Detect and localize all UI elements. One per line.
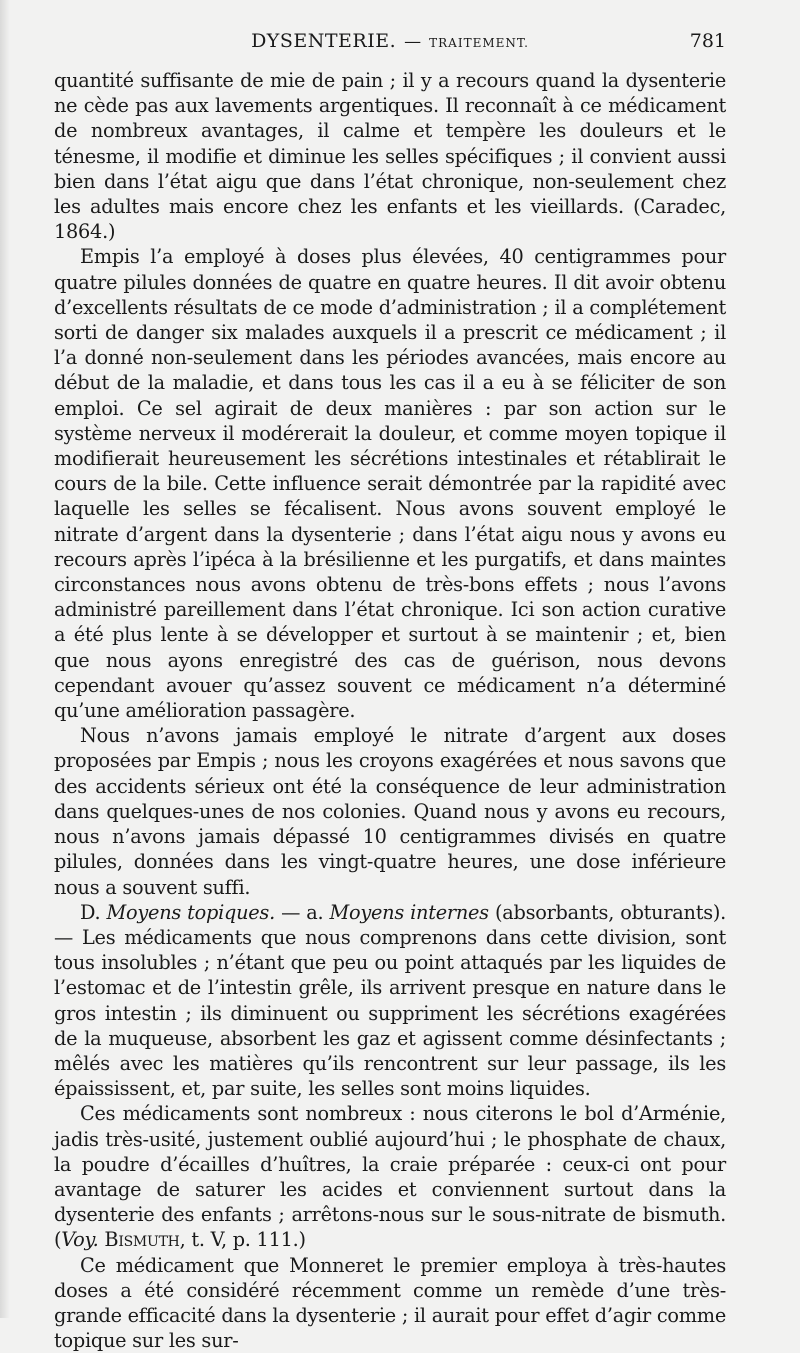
paragraph-6: Ce médicament que Monneret le premier employa à très-hautes doses a été considéré récemment comme un remède d’une très-grande efficacité dans la dysenterie ; il aurait pour effet d’agir comme topique sur les sur- xyxy=(54,1253,726,1353)
paragraph-5 xyxy=(54,1101,726,1252)
section-letter: D. xyxy=(80,900,107,924)
body-text xyxy=(54,68,726,1353)
subsection-letter: — a. xyxy=(274,900,330,924)
running-header xyxy=(54,30,726,60)
paragraph-4 xyxy=(54,900,726,1102)
section-title: Moyens topiques. xyxy=(106,900,275,924)
paragraph-5-text: Ces médicaments sont nombreux : nous citerons le bol d’Arménie, jadis très-usité, justement oublié aujourd’hui ; le phosphate de chaux, la poudre d’écailles d’huîtres, la craie préparée : ceux-ci ont pour avantage de saturer les acides et conviennent surtout dans la dysenterie des enfants ; arrêtons-nous sur le sous-nitrate de bismuth. ( xyxy=(54,1102,726,1252)
paragraph-4-text: (absorbants, obturants). — Les médicaments que nous comprenons dans cette division, sont tous insolubles ; n’étant que peu ou point attaqués par les liquides de l’estomac et de l’intestin grêle, ils arrivent presque en nature dans le gros intestin ; ils diminuent ou suppriment les sécrétions exagérées de la muqueuse, absorbent les gaz et agissent comme désinfectants ; mêlés avec les matières qu’ils rencontrent sur leur passage, ils les épaississent, et, par suite, les selles sont moins liquides. xyxy=(54,900,726,1101)
cross-reference-bismuth: Bismuth xyxy=(98,1228,180,1252)
paragraph-2: Empis l’a employé à doses plus élevées, 40 centigrammes pour quatre pilules données de quatre en quatre heures. Il dit avoir obtenu d’excellents résultats de ce mode d’administration ; il a complétement sorti de danger six malades auxquels il a prescrit ce médicament ; il l’a donné non-seulement dans les périodes avancées, mais encore au début de la maladie, et dans tous les cas il a eu à se féliciter de son emploi. Ce sel agirait de deux manières : par son action sur le système nerveux il modérerait la douleur, et comme moyen topique il modifierait heureusement les sécrétions intestinales et rétablirait le cours de la bile. Cette influence serait démontrée par la rapidité avec laquelle les selles se fécalisent. Nous avons souvent employé le nitrate d’argent dans la dysenterie ; dans l’état aigu nous y avons eu recours après l’ipéca à la brésilienne et les purgatifs, et dans maintes circonstances nous avons obtenu de très-bons effets ; nous l’avons administré pareillement dans l’état chronique. Ici son action curative a été plus lente à se développer et surtout à se maintenir ; et, bien que nous ayons enregistré des cas de guérison, nous devons cependant avouer qu’assez souvent ce médicament n’a déterminé qu’une amélioration passagère. xyxy=(54,245,726,723)
running-separator: — xyxy=(404,32,422,52)
running-subtitle: TRAITEMENT. xyxy=(429,36,529,50)
running-title: DYSENTERIE. xyxy=(251,30,397,52)
cross-reference-tail: , t. V, p. 111.) xyxy=(179,1228,306,1252)
paragraph-3: Nous n’avons jamais employé le nitrate d’argent aux doses proposées par Empis ; nous les croyons exagérées et nous savons que des accidents sérieux ont été la conséquence de leur administration dans quelques-unes de nos colonies. Quand nous y avons eu recours, nous n’avons jamais dépassé 10 centigrammes divisés en quatre pilules, données dans les vingt-quatre heures, une dose inférieure nous a souvent suffi. xyxy=(54,724,726,899)
subsection-title: Moyens internes xyxy=(329,900,489,924)
cross-reference-voy: Voy. xyxy=(61,1228,99,1252)
page-number: 781 xyxy=(689,30,726,52)
paragraph-1: quantité suffisante de mie de pain ; il y a recours quand la dysenterie ne cède pas aux lavements argentiques. Il reconnaît à ce médicament de nombreux avantages, il calme et tempère les douleurs et le ténesme, il modifie et diminue les selles spécifiques ; il convient aussi bien dans l’état aigu que dans l’état chronique, non-seulement chez les adultes mais encore chez les enfants et les vieillards. (Caradec, 1864.) xyxy=(54,69,726,244)
